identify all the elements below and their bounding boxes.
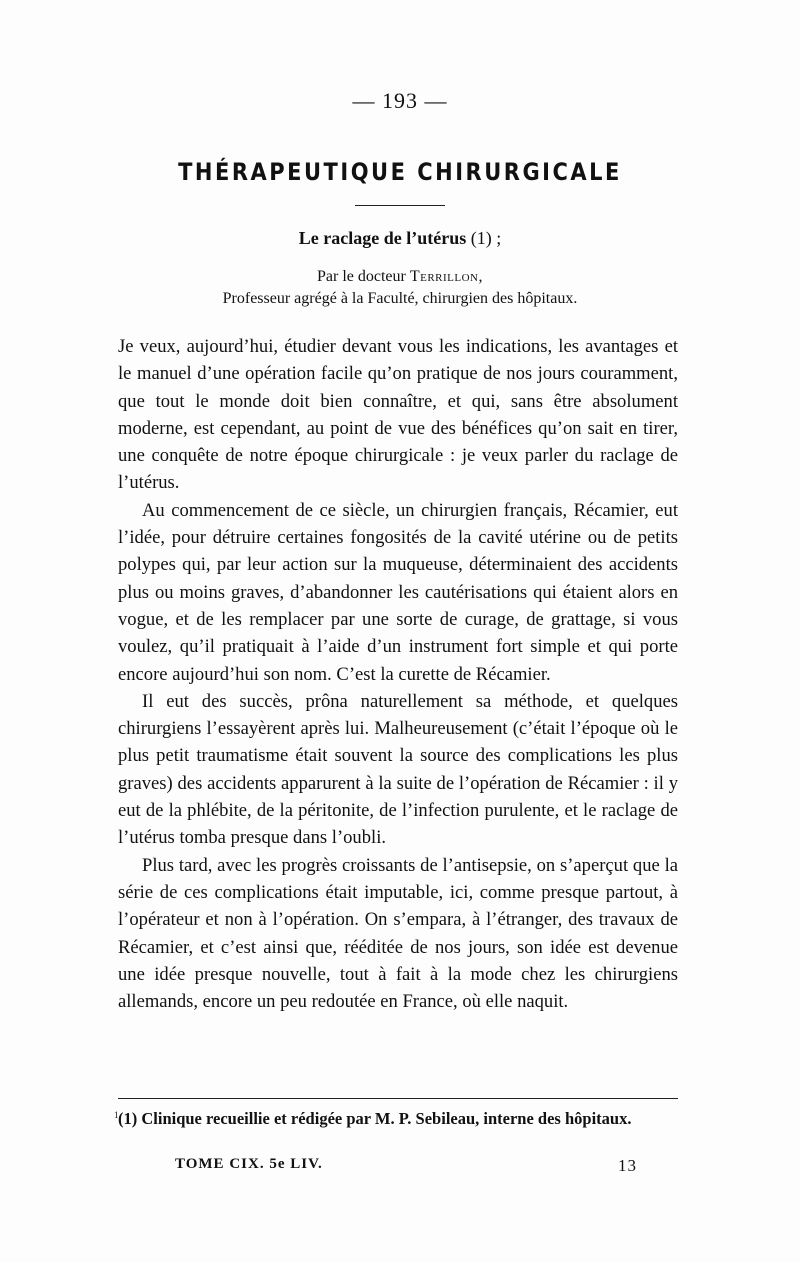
volume-label: TOME CIX. 5e LIV. <box>175 1156 323 1172</box>
printer-signature <box>175 1156 637 1173</box>
title-divider <box>355 205 445 206</box>
author-role: Professeur agrégé à la Faculté, chirurgien des hôpitaux. <box>222 290 578 307</box>
author-prefix: Par le docteur <box>316 268 406 285</box>
article-title <box>0 228 800 249</box>
sheet-number: 13 <box>618 1156 637 1175</box>
article-title-note: (1) ; <box>470 228 502 248</box>
article-title-text: Le raclage de l’utérus <box>298 228 467 248</box>
paragraph: Au commencement de ce siècle, un chirurgien français, Récamier, eut l’idée, pour détruire certaines fongosités de la cavité utérine ou de petits polypes qui, par leur action sur la muqueuse, déterminaient des accidents plus ou moins graves, d’abandonner les cautérisations qui étaient alors en vogue, et de les remplacer par une sorte de curage, de grattage, si vous voulez, qu’il pratiquait à l’aide d’un instrument fort simple et qui porte encore aujourd’hui son nom. C’est la curette de Récamier. <box>118 499 678 685</box>
author-block <box>0 266 800 310</box>
footnote-divider <box>118 1098 678 1099</box>
article-body <box>118 333 678 1015</box>
footnote-text: (1) Clinique recueillie et rédigée par M. P. Sebileau, interne des hôpitaux. <box>118 1109 632 1128</box>
footnote-marker: 1 <box>114 1110 119 1120</box>
section-title: THÉRAPEUTIQUE CHIRURGICALE <box>178 158 622 186</box>
paragraph: Il eut des succès, prôna naturellement sa méthode, et quelques chirurgiens l’essayèrent après lui. Malheureusement (c’était l’époque où le plus petit traumatisme était souvent la source des complications les plus graves) des accidents apparurent à la suite de l’opération de Récamier : il y eut de la phlébite, de la péritonite, de l’infection purulente, et le raclage de l’utérus tomba presque dans l’oubli. <box>118 690 678 849</box>
paragraph: Plus tard, avec les progrès croissants de l’antisepsie, on s’aperçut que la série de ces complications était imputable, ici, comme presque partout, à l’opérateur et non à l’opération. On s’empara, à l’étranger, des travaux de Récamier, et c’est ainsi que, rééditée de nos jours, son idée est devenue une idée presque nouvelle, tout à fait à la mode chez les chirurgiens allemands, encore un peu redoutée en France, où elle naquit. <box>118 854 678 1013</box>
author-name: Terrillon, <box>409 268 483 285</box>
author-line <box>0 266 800 288</box>
page-number: — 193 — <box>352 88 448 113</box>
footnote <box>114 1108 678 1130</box>
paragraph: Je veux, aujourd’hui, étudier devant vous les indications, les avantages et le manuel d’une opération facile qu’on pratique de nos jours couramment, que tout le monde doit bien connaître, et qui, sans être absolument moderne, est cependant, au point de vue des bénéfices qu’on sait en tirer, une conquête de notre époque chirurgicale : je veux parler du raclage de l’utérus. <box>118 336 678 494</box>
